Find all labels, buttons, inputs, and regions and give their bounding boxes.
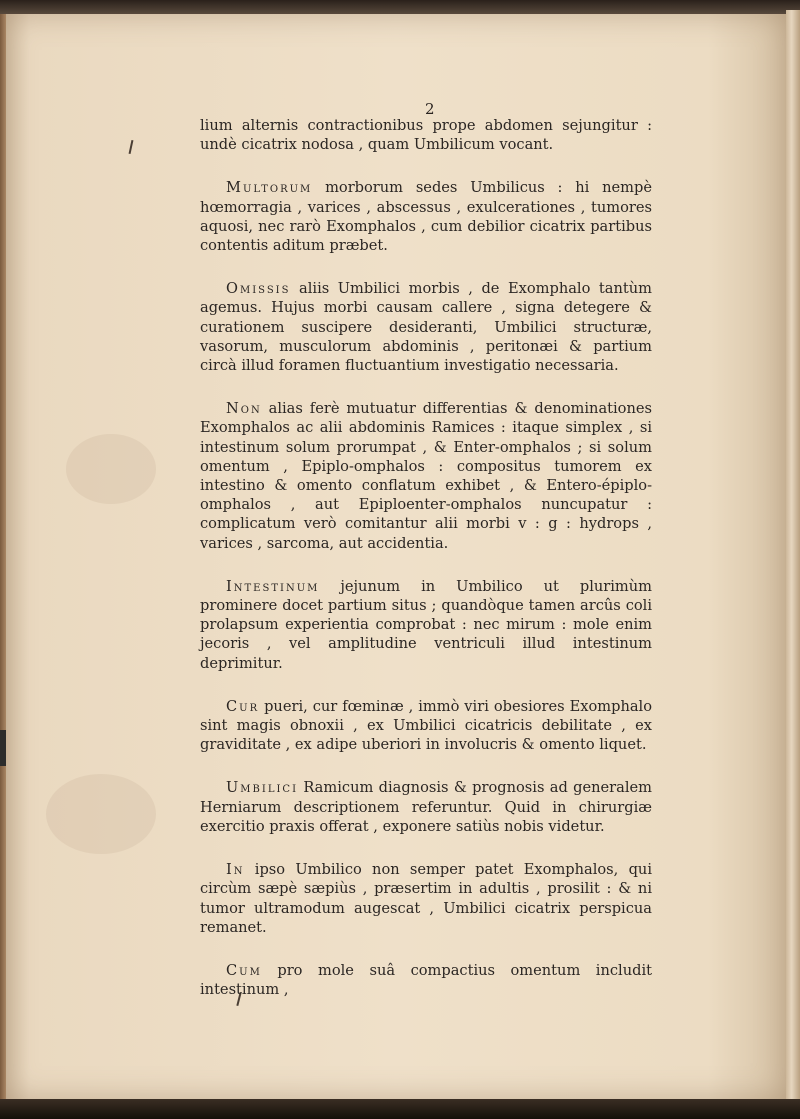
paragraph-lead: Umbilici (226, 779, 299, 797)
paragraph (200, 860, 652, 937)
paragraph (200, 178, 652, 255)
paragraph-text: pueri, cur fœminæ , immò viri obesiores Exomphalo sint magis obnoxii , ex Umbilici cicatricis debilitate , ex graviditate , ex adipe uberiori in involucris & omento liquet. (200, 697, 652, 754)
paragraph-lead: In (226, 861, 245, 879)
book-fore-edge (786, 10, 800, 1110)
paragraph-text: alias ferè mutuatur differentias & denominationes Exomphalos ac alii abdominis Ramices : itaque simplex , si intestinum solum prorumpat , & Enter-omphalos ; si solum omentum , Epiplo-omphalos : compositus tumorem ex intestino & omento conflatum exhibet , & Entero-épiplo-omphalos , aut Epiploenter-omphalos nuncupatur : complicatum verò comitantur alii morbi v : g : hydrops , varices , sarcoma, aut accidentia. (200, 400, 652, 552)
paragraph-text: pro mole suâ compactius omentum includit intestinum , (200, 961, 652, 999)
paragraph-lead: Multorum (226, 179, 313, 197)
page-clip (0, 730, 6, 766)
paragraph (200, 961, 652, 999)
paper-stain (66, 434, 156, 504)
paragraph-lead: Omissis (226, 280, 291, 298)
book-bottom-edge (0, 1099, 800, 1119)
paragraph-text: aliis Umbilici morbis , de Exomphalo tantùm agemus. Hujus morbi causam callere , signa detegere & curationem suscipere desideranti, Umbilici structuræ, vasorum, musculorum abdominis , peritonæi & partium circà illud foramen fluctuantium investigatio necessaria. (200, 280, 652, 375)
paper-stain (46, 774, 156, 854)
paragraph-text: morborum sedes Umbilicus : hi nempè hœmorragia , varices , abscessus , exulcerationes , tumores aquosi, nec rarò Exomphalos , cum debilior cicatrix partibus contentis aditum præbet. (200, 179, 652, 255)
paragraph-lead: Cur (226, 697, 260, 715)
paragraph-text: Ramicum diagnosis & prognosis ad generalem Herniarum descriptionem referuntur. Quid in chirurgiæ exercitio praxis offerat , exponere satiùs nobis videtur. (200, 779, 652, 835)
page-number: 2 (425, 100, 435, 118)
paragraph (200, 399, 652, 553)
opening-line: lium alternis contractionibus prope abdomen sejungitur : undè cicatrix nodosa , quam Umbilicum vocant. (200, 117, 652, 154)
paragraph-lead: Cum (226, 961, 262, 979)
paragraph (200, 697, 652, 755)
paragraph-text: jejunum in Umbilico ut plurimùm prominere docet partium situs ; quandòque tamen arcûs coli prolapsum experientia comprobat : nec mirum : mole enim jecoris , vel amplitudine ventriculi illud intestinum deprimitur. (200, 577, 652, 672)
body-text (200, 116, 652, 1023)
paragraph-text: ipso Umbilico non semper patet Exomphalos, qui circùm sæpè sæpiùs , præsertim in adultis , prosilit : & ni tumor ultramodum augescat , Umbilici cicatrix perspicua remanet. (200, 861, 652, 936)
paragraph (200, 778, 652, 836)
paragraph (200, 279, 652, 375)
paragraph (200, 577, 652, 673)
paragraph-lead: Intestinum (226, 577, 320, 595)
paragraph-lead: Non (226, 400, 262, 418)
